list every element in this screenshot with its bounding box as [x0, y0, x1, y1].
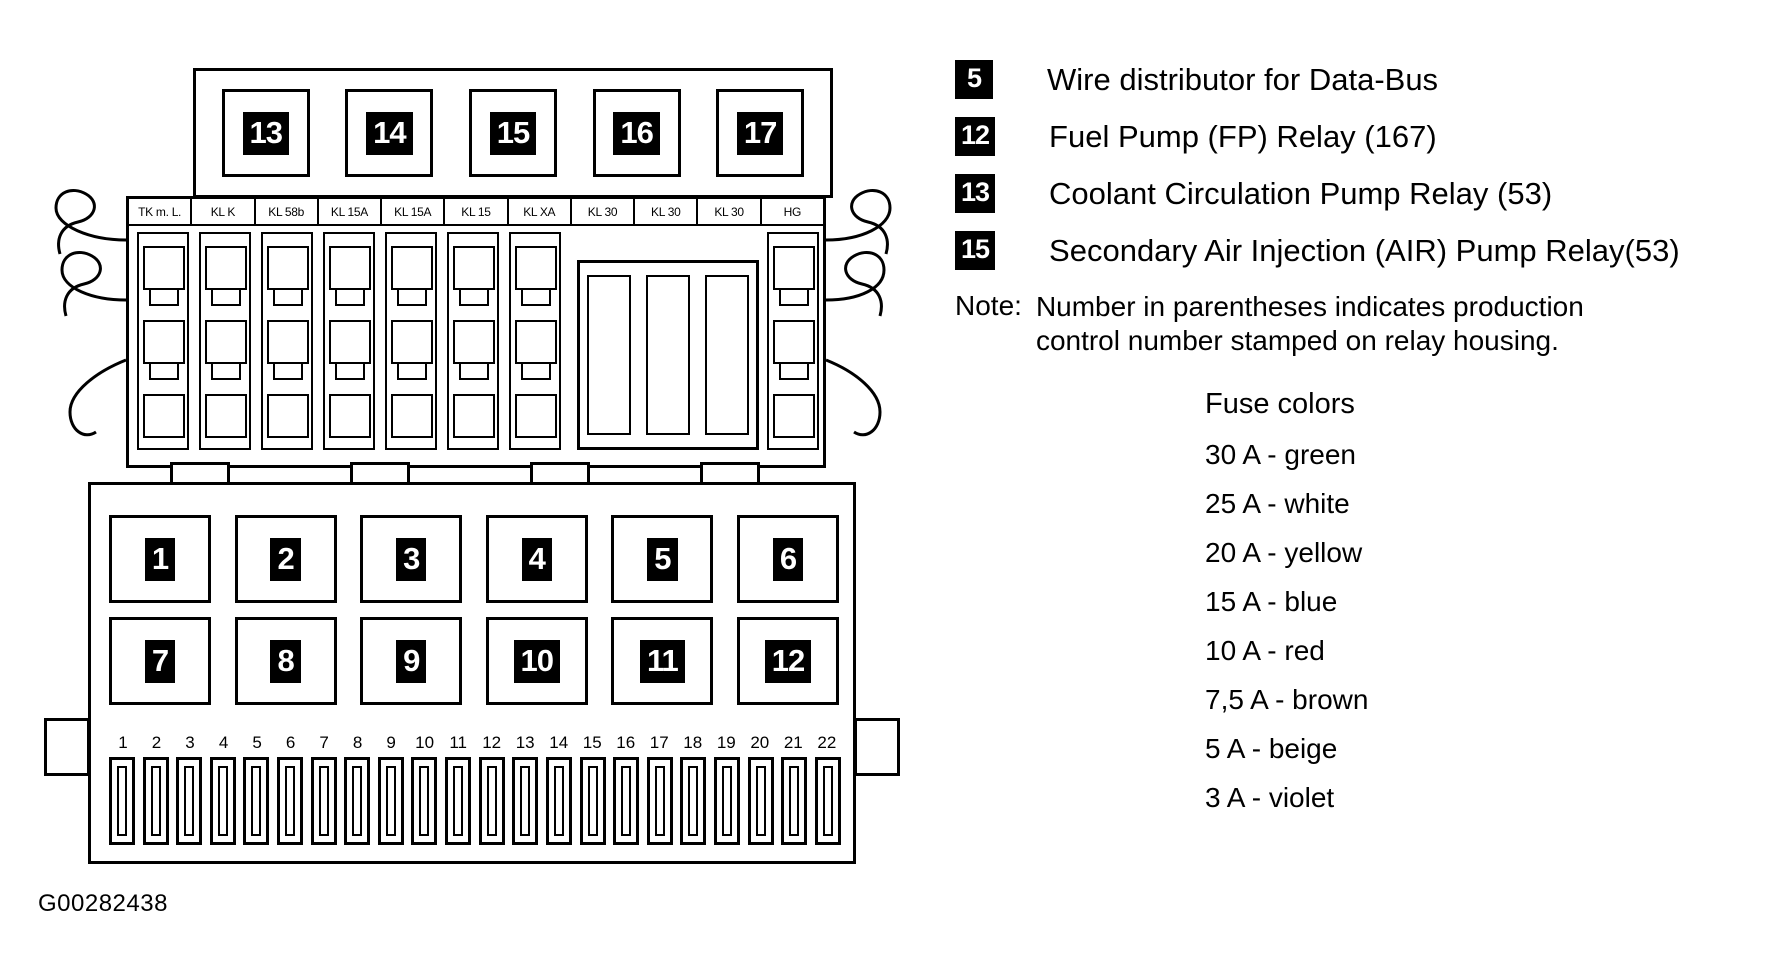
fuse-color-3a: 3 A - violet [1205, 782, 1335, 814]
fuse-slot-7[interactable] [109, 617, 211, 705]
pin-number-1: 1 [118, 733, 128, 752]
legend-note [955, 290, 1755, 358]
fuse-slot-2-label: 2 [270, 538, 300, 581]
contact-notch [273, 364, 303, 380]
pin-terminal[interactable] [613, 757, 639, 845]
pin-terminal[interactable] [815, 757, 841, 845]
contact-lug [329, 246, 371, 290]
legend-item-13 [955, 174, 1755, 213]
terminal-label-kl-15: KL 15 [445, 199, 508, 224]
legend-item-15 [955, 231, 1755, 270]
fuse-slot-6-label: 6 [773, 538, 803, 581]
note-body [1036, 290, 1584, 358]
contact-lug [515, 246, 557, 290]
fuse-slot-12-label: 12 [765, 640, 811, 683]
legend-text-5: Wire distributor for Data-Bus [1047, 61, 1439, 97]
contact-lug [453, 394, 495, 438]
pin-terminal[interactable] [277, 757, 303, 845]
contact-notch [211, 290, 241, 306]
fuse-slot-12[interactable] [737, 617, 839, 705]
pin-number-19: 19 [716, 733, 736, 752]
contact-notch [459, 290, 489, 306]
fuse-color-20a: 20 A - yellow [1205, 537, 1363, 569]
terminal-label-kl-30-3: KL 30 [698, 199, 761, 224]
pin-terminal[interactable] [109, 757, 135, 845]
contact-notch [397, 290, 427, 306]
contact-lug [453, 246, 495, 290]
pin-terminal[interactable] [143, 757, 169, 845]
pin-number-6: 6 [285, 733, 296, 752]
pin-number-13: 13 [515, 733, 535, 752]
fuse-slot-1-label: 1 [145, 538, 175, 581]
terminal-label-kl-58b: KL 58b [256, 199, 319, 224]
note-line-1: Number in parentheses indicates production [1035, 291, 1584, 322]
terminal-label-tk-m-l: TK m. L. [129, 199, 192, 224]
contact-notch [521, 364, 551, 380]
mounting-ear-right [854, 718, 900, 776]
fuse-colors-list [1205, 439, 1755, 814]
terminal-label-kl-15a-1: KL 15A [319, 199, 382, 224]
terminal-label-kl-k: KL K [192, 199, 255, 224]
fuse-slot-7-label: 7 [145, 640, 175, 683]
relay-contact-column-6 [447, 232, 499, 450]
fuse-color-7-5a: 7,5 A - brown [1205, 684, 1369, 716]
fuse-colors-title: Fuse colors [1205, 388, 1355, 421]
relay-terminal-label-row [129, 199, 823, 226]
relay-contact-column-4 [323, 232, 375, 450]
pin-terminal[interactable] [647, 757, 673, 845]
pin-terminal[interactable] [445, 757, 471, 845]
fuse-color-15a: 15 A - blue [1205, 586, 1338, 618]
figure-caption: G00282438 [38, 890, 168, 917]
contact-lug [391, 320, 433, 364]
pin-number-2: 2 [151, 733, 162, 752]
contact-notch [779, 290, 809, 306]
fuse-slot-8-label: 8 [270, 640, 300, 683]
fuse-slot-9[interactable] [360, 617, 462, 705]
pin-number-20: 20 [750, 733, 770, 752]
contact-lug [143, 320, 185, 364]
note-label: Note: [955, 290, 1022, 321]
pin-number-3: 3 [185, 733, 195, 752]
legend-badge-12: 12 [955, 117, 995, 156]
pin-terminal[interactable] [748, 757, 774, 845]
pin-terminal-row [109, 757, 841, 849]
pin-number-5: 5 [252, 733, 262, 752]
legend-text-13: Coolant Circulation Pump Relay (53) [1049, 175, 1553, 211]
relay-socket-15[interactable] [469, 89, 557, 177]
contact-notch [779, 364, 809, 380]
pin-number-11: 11 [449, 733, 467, 752]
fuse-slot-6[interactable] [737, 515, 839, 603]
fuse-block [88, 482, 856, 864]
fuse-slot-2[interactable] [235, 515, 337, 603]
pin-number-9: 9 [386, 733, 396, 752]
fuse-slot-10-label: 10 [514, 640, 560, 683]
fuse-color-25a: 25 A - white [1205, 488, 1350, 520]
fuse-slot-1[interactable] [109, 515, 211, 603]
contact-notch [335, 290, 365, 306]
fuse-color-30a: 30 A - green [1205, 439, 1357, 471]
fuse-slot-4[interactable] [486, 515, 588, 603]
relay-socket-16[interactable] [593, 89, 681, 177]
contact-lug [143, 394, 185, 438]
fuse-slot-11-label: 11 [640, 640, 685, 683]
pin-terminal[interactable] [411, 757, 437, 845]
relay-contact-column-2 [199, 232, 251, 450]
fuse-row-1 [109, 515, 839, 603]
high-current-slot [587, 275, 631, 435]
pin-number-4: 4 [218, 733, 229, 752]
contact-notch [521, 290, 551, 306]
contact-notch [459, 364, 489, 380]
contact-lug [515, 394, 557, 438]
contact-lug [143, 246, 185, 290]
relay-contact-column-hg [767, 232, 819, 450]
fuse-color-5a: 5 A - beige [1205, 733, 1338, 765]
relay-socket-16-label: 16 [613, 112, 659, 155]
relay-contact-column-1 [137, 232, 189, 450]
relay-socket-17[interactable] [716, 89, 804, 177]
fuse-slot-9-label: 9 [396, 640, 426, 683]
contact-lug [453, 320, 495, 364]
relay-contact-column-3 [261, 232, 313, 450]
contact-lug [205, 320, 247, 364]
relay-contact-column-7 [509, 232, 561, 450]
legend-panel [955, 60, 1755, 831]
fuse-slot-5[interactable] [611, 515, 713, 603]
pin-terminal[interactable] [176, 757, 202, 845]
fuse-slot-3-label: 3 [396, 538, 426, 581]
high-current-slot [646, 275, 690, 435]
contact-lug [773, 394, 815, 438]
fuse-slot-8[interactable] [235, 617, 337, 705]
pin-number-14: 14 [549, 733, 569, 752]
relay-carrier-body [129, 226, 823, 471]
fuse-row-2 [109, 617, 839, 705]
relay-contact-column-5 [385, 232, 437, 450]
pin-terminal[interactable] [580, 757, 606, 845]
fuse-color-10a: 10 A - red [1205, 635, 1325, 667]
contact-lug [267, 394, 309, 438]
legend-badge-15: 15 [955, 231, 995, 270]
legend-text-12: Fuel Pump (FP) Relay (167) [1049, 118, 1437, 154]
terminal-label-kl-30-1: KL 30 [572, 199, 635, 224]
top-relay-socket-row [196, 71, 830, 195]
pin-number-21: 21 [783, 733, 803, 752]
contact-lug [329, 394, 371, 438]
pin-terminal[interactable] [378, 757, 404, 845]
legend-badge-13: 13 [955, 174, 995, 213]
contact-lug [515, 320, 557, 364]
pin-number-12: 12 [482, 733, 502, 752]
fuse-slot-3[interactable] [360, 515, 462, 603]
pin-terminal[interactable] [781, 757, 807, 845]
legend-item-5 [955, 60, 1755, 99]
fuse-grid [109, 515, 839, 705]
pin-terminal[interactable] [714, 757, 740, 845]
high-current-slot [705, 275, 749, 435]
contact-notch [211, 364, 241, 380]
relay-socket-13-label: 13 [243, 112, 289, 155]
pin-terminal[interactable] [479, 757, 505, 845]
contact-lug [205, 394, 247, 438]
contact-lug [267, 320, 309, 364]
pin-terminal[interactable] [546, 757, 572, 845]
contact-lug [205, 246, 247, 290]
pin-terminal[interactable] [210, 757, 236, 845]
relay-carrier-block [126, 196, 826, 468]
pin-number-7: 7 [319, 733, 329, 752]
legend-badge-5: 5 [955, 60, 993, 99]
contact-notch [273, 290, 303, 306]
contact-lug [773, 320, 815, 364]
relay-socket-15-label: 15 [490, 112, 536, 155]
high-current-relay-group[interactable] [577, 260, 759, 450]
pin-number-17: 17 [649, 733, 669, 752]
pin-number-15: 15 [582, 733, 602, 752]
contact-notch [335, 364, 365, 380]
relay-socket-13[interactable] [222, 89, 310, 177]
contact-lug [391, 246, 433, 290]
mounting-ear-left [44, 718, 90, 776]
contact-lug [391, 394, 433, 438]
top-relay-block [193, 68, 833, 198]
pin-number-8: 8 [352, 733, 363, 752]
pin-number-22: 22 [817, 733, 837, 752]
fuse-slot-10[interactable] [486, 617, 588, 705]
pin-number-10: 10 [415, 733, 435, 752]
contact-notch [397, 364, 427, 380]
relay-socket-17-label: 17 [737, 112, 783, 155]
relay-socket-14-label: 14 [366, 112, 412, 155]
contact-lug [267, 246, 309, 290]
pin-terminal[interactable] [680, 757, 706, 845]
contact-lug [773, 246, 815, 290]
fuse-slot-5-label: 5 [647, 538, 677, 581]
pin-terminal[interactable] [243, 757, 269, 845]
note-line-2: control number stamped on relay housing. [1035, 325, 1559, 357]
terminal-label-kl-30-2: KL 30 [635, 199, 698, 224]
legend-text-15: Secondary Air Injection (AIR) Pump Relay(53) [1049, 232, 1680, 268]
fuse-slot-11[interactable] [611, 617, 713, 705]
pin-number-18: 18 [683, 733, 703, 752]
pin-number-row [109, 733, 841, 753]
terminal-label-hg: HG [783, 204, 801, 219]
pin-terminal[interactable] [311, 757, 337, 845]
contact-lug [329, 320, 371, 364]
terminal-label-kl-xa: KL XA [509, 199, 572, 224]
pin-number-16: 16 [616, 733, 636, 752]
relay-socket-14[interactable] [345, 89, 433, 177]
legend-item-12 [955, 117, 1755, 156]
pin-terminal[interactable] [512, 757, 538, 845]
contact-notch [149, 364, 179, 380]
terminal-label-kl-15a-2: KL 15A [382, 199, 445, 224]
contact-notch [149, 290, 179, 306]
pin-terminal[interactable] [344, 757, 370, 845]
fuse-slot-4-label: 4 [522, 538, 552, 581]
